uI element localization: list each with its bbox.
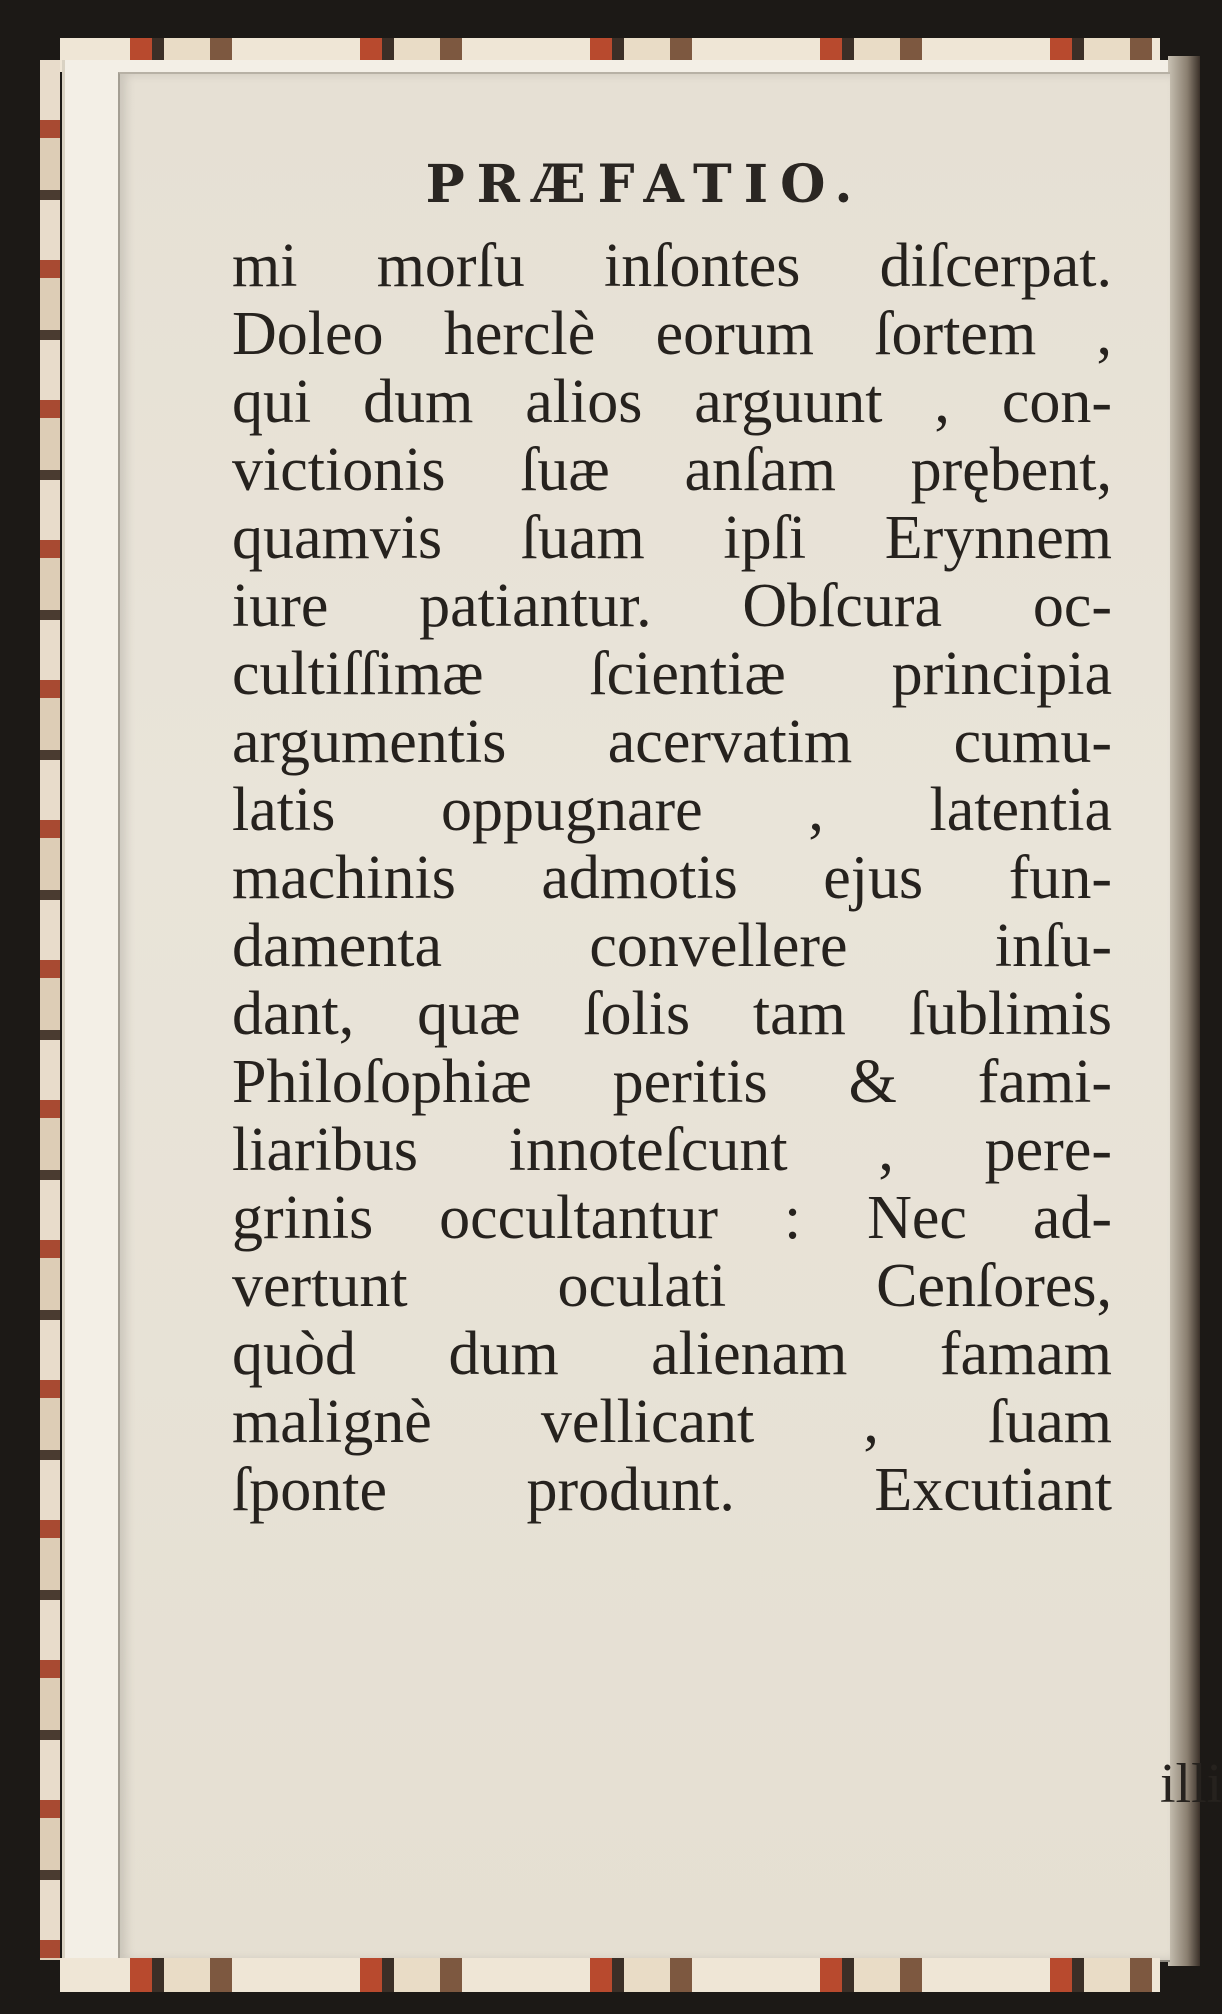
text-line: vertunt oculati Cenſores, [232,1252,1112,1320]
text-line: Philoſophiæ peritis & fami- [232,1048,1112,1116]
text-line: mi morſu inſontes diſcerpat. [232,232,1112,300]
text-line: Doleo herclè eorum ſortem , [232,300,1112,368]
text-line: iure patiantur. Obſcura oc- [232,572,1112,640]
right-binding-edge [1168,56,1200,1966]
catchword: illi [1160,1753,1222,1815]
text-line: damenta convellere inſu- [232,912,1112,980]
spine-edge [40,60,60,1960]
page-text [232,232,1112,1524]
text-line: quòd dum alienam famam [232,1320,1112,1388]
text-line: grinis occultantur : Nec ad- [232,1184,1112,1252]
text-line: liaribus innoteſcunt , pere- [232,1116,1112,1184]
text-line: dant, quæ ſolis tam ſublimis [232,980,1112,1048]
headband-bottom [60,1958,1160,1992]
text-line: cultiſſimæ ſcientiæ principia [232,640,1112,708]
text-line: malignè vellicant , ſuam [232,1388,1112,1456]
running-head: PRÆFATIO. [425,154,865,215]
text-line: victionis ſuæ anſam prębent, [232,436,1112,504]
text-line: qui dum alios arguunt , con- [232,368,1112,436]
text-line: quamvis ſuam ipſi Erynnem [232,504,1112,572]
text-line: argumentis acervatim cumu- [232,708,1112,776]
text-line: machinis admotis ejus fun- [232,844,1112,912]
text-line: ſponte produnt. Excutiant [232,1456,1112,1524]
text-line: latis oppugnare , latentia [232,776,1112,844]
